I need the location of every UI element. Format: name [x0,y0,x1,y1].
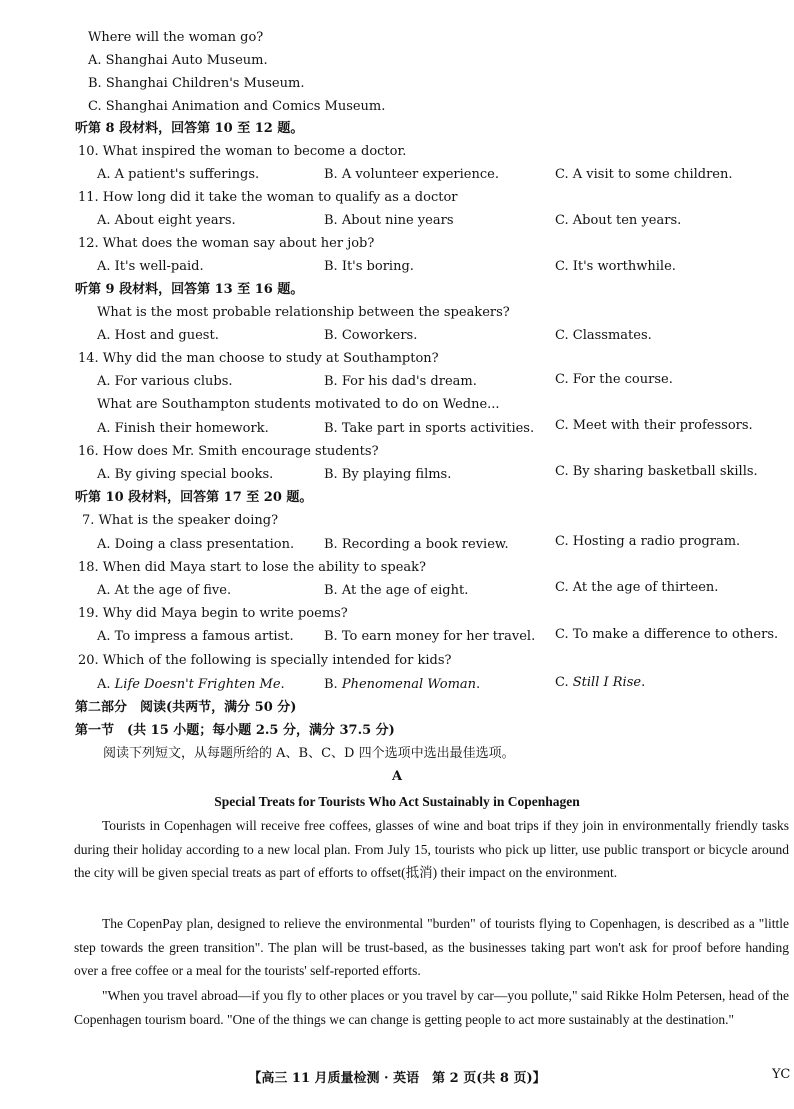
option-c: C. A visit to some children. [555,167,733,182]
question-stem: 20. Which of the following is specially intended for kids? [78,653,452,668]
section-heading: 听第 10 段材料，回答第 17 至 20 题。 [75,490,313,505]
question-stem: 14. Why did the man choose to study at Southampton? [78,351,439,366]
question-stem: 16. How does Mr. Smith encourage students? [78,444,379,459]
option-a: A. Finish their homework. [97,421,269,436]
section-heading: 听第 8 段材料，回答第 10 至 12 题。 [75,121,304,136]
section-heading: 第一节 (共 15 小题；每小题 2.5 分，满分 37.5 分) [75,723,395,738]
option-a: A. At the age of five. [97,583,232,598]
option-a: A. Host and guest. [97,328,219,343]
question-stem: 7. What is the speaker doing? [82,513,279,528]
question-stem: 19. Why did Maya begin to write poems? [78,606,348,621]
option-b: B. At the age of eight. [324,583,469,598]
option-b: B. To earn money for her travel. [324,629,536,644]
option-a: A. Doing a class presentation. [97,537,295,552]
book-title: Phenomenal Woman [341,677,477,692]
book-title: Life Doesn't Frighten Me [114,677,281,692]
paragraph: Tourists in Copenhagen will receive free coffees, glasses of wine and boat trips if they join in environmentally friendly tasks during their holiday according to a new local plan. From July 15, tourists who pick up litter, use public transport or bicycle around the city will be given special treats as part of efforts to offset(抵消) their impact on the environment. [74,818,789,880]
option-a: A. Shanghai Auto Museum. [88,53,268,68]
option-a: A. For various clubs. [97,374,233,389]
option-c: C. For the course. [555,372,673,387]
section-heading: 听第 9 段材料，回答第 13 至 16 题。 [75,282,304,297]
question-stem: 11. How long did it take the woman to qualify as a doctor [78,190,458,205]
option-c: C. To make a difference to others. [555,627,779,642]
option-c: C. At the age of thirteen. [555,580,719,595]
option-b: B. Phenomenal Woman. [324,677,481,692]
question-stem: 10. What inspired the woman to become a doctor. [78,144,407,159]
option-c: C. Meet with their professors. [555,418,753,433]
option-a: A. It's well-paid. [97,259,204,274]
question-stem: What is the most probable relationship between the speakers? [97,305,510,320]
option-c: C. Shanghai Animation and Comics Museum. [88,99,386,114]
passage-letter: A [391,769,403,784]
option-b: B. Take part in sports activities. [324,421,535,436]
option-c: C. Hosting a radio program. [555,534,741,549]
option-c: C. It's worthwhile. [555,259,676,274]
option-b: B. By playing films. [324,467,452,482]
option-c: C. Classmates. [555,328,652,343]
option-a: A. A patient's sufferings. [97,167,260,182]
option-c: C. Still I Rise. [555,675,646,690]
page-footer: 【高三 11 月质量检测 · 英语 第 2 页(共 8 页)】 [248,1071,546,1086]
part-heading: 第二部分 阅读(共两节，满分 50 分) [75,700,297,715]
instruction: 阅读下列短文，从每题所给的 A、B、C、D 四个选项中选出最佳选项。 [103,746,515,761]
question-stem: What are Southampton students motivated to do on Wedne... [97,397,500,412]
option-c: C. By sharing basketball skills. [555,464,758,479]
option-a: A. To impress a famous artist. [97,629,294,644]
option-a: A. Life Doesn't Frighten Me. [97,677,285,692]
question-stem: Where will the woman go? [88,30,264,45]
corner-code: YC [772,1067,791,1082]
paragraph: "When you travel abroad—if you fly to other places or you travel by car—you pollute," said Rikke Holm Petersen, head of the Copenhagen tourism board. "One of the things we can change is getting people to act more sustainably at the destination." [74,988,789,1027]
paragraph: The CopenPay plan, designed to relieve the environmental "burden" of tourists flying to Copenhagen, is described as a "little step towards the green transition". The plan will be trust-based, as the businesses taking part won't ask for proof before handing over a free coffee or a meal for the tourists' self-reported efforts. [74,916,789,978]
option-c: C. About ten years. [555,213,682,228]
option-b: B. Coworkers. [324,328,418,343]
option-a: A. About eight years. [97,213,236,228]
question-stem: 12. What does the woman say about her job? [78,236,375,251]
passage-title: Special Treats for Tourists Who Act Sustainably in Copenhagen [214,794,580,809]
question-stem: 18. When did Maya start to lose the ability to speak? [78,560,426,575]
option-b: B. Recording a book review. [324,537,509,552]
book-title: Still I Rise [572,675,642,690]
option-b: B. It's boring. [324,259,414,274]
option-b: B. A volunteer experience. [324,167,499,182]
option-b: B. About nine years [324,213,454,228]
option-b: B. For his dad's dream. [324,374,477,389]
option-b: B. Shanghai Children's Museum. [88,76,305,91]
option-a: A. By giving special books. [97,467,274,482]
